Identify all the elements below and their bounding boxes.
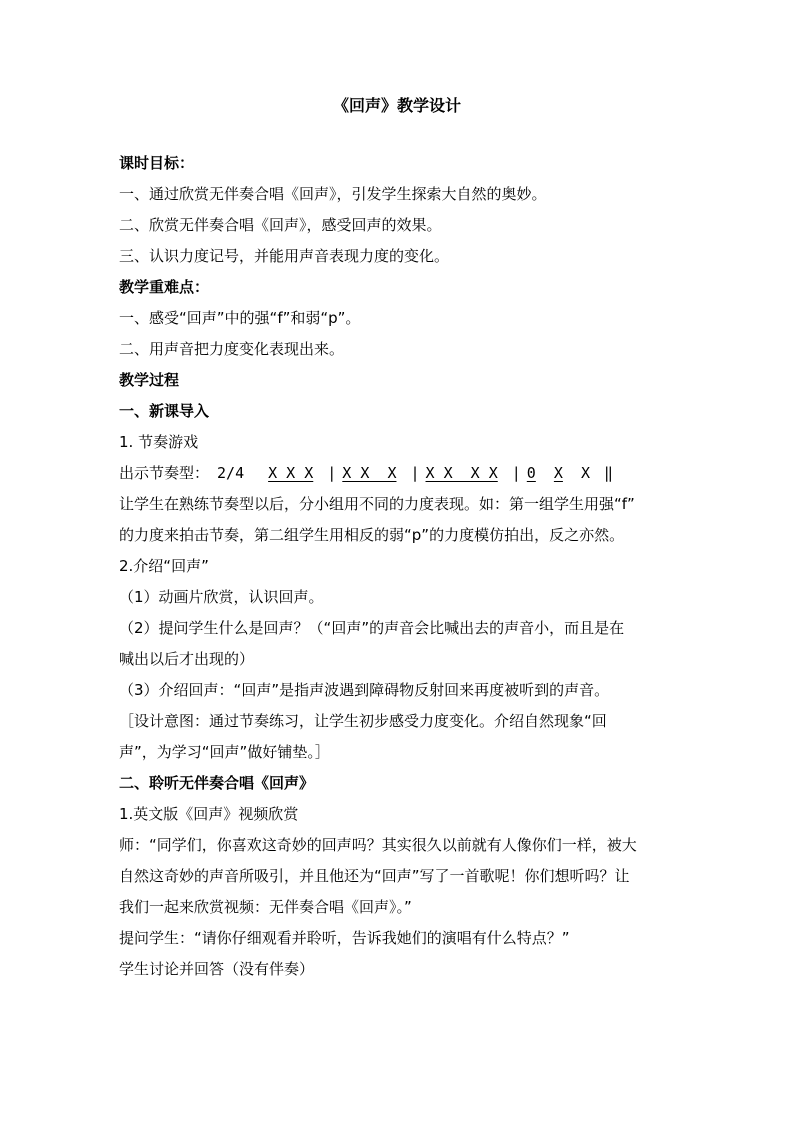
paragraph-line: 1. 节奏游戏 <box>119 433 199 451</box>
section-heading: 教学过程 <box>119 371 180 389</box>
paragraph-line: 1.英文版《回声》视频欣赏 <box>119 805 299 823</box>
paragraph-line: （2）提问学生什么是回声？（“回声”的声音会比喊出去的声音小，而且是在 <box>119 619 625 637</box>
time-signature: 2/4 <box>217 464 245 482</box>
rhythm-label: 出示节奏型： <box>119 464 210 482</box>
bar-line: | <box>410 464 420 482</box>
bar-line: | <box>511 464 521 482</box>
paragraph-line: 提问学生：“请你仔细观看并聆听，告诉我她们的演唱有什么特点？” <box>119 929 570 947</box>
paragraph-line: （3）介绍回声：“回声”是指声波遇到障碍物反射回来再度被听到的声音。 <box>119 681 610 699</box>
paragraph-line: （1）动画片欣赏，认识回声。 <box>119 588 324 606</box>
paragraph-line: 学生讨论并回答（没有伴奏） <box>119 960 315 978</box>
section-heading: 教学重难点： <box>119 278 210 296</box>
end-bar-line: ‖ <box>604 464 614 482</box>
section-heading: 二、聆听无伴奏合唱《回声》 <box>119 774 315 792</box>
section-heading: 一、新课导入 <box>119 402 210 420</box>
paragraph-line: 一、通过欣赏无伴奏合唱《回声》，引发学生探索大自然的奥妙。 <box>119 185 547 203</box>
document-title: 《回声》教学设计 <box>332 96 461 115</box>
rhythm-measure-3: X X X X <box>425 464 498 482</box>
document-body <box>119 148 679 985</box>
paragraph-line: 师：“同学们，你喜欢这奇妙的回声吗？其实很久以前就有人像你们一样，被大 <box>119 836 637 854</box>
paragraph-line: 我们一起来欣赏视频：无伴奏合唱《回声》。” <box>119 898 412 916</box>
paragraph-line: 三、认识力度记号，并能用声音表现力度的变化。 <box>119 247 450 265</box>
paragraph-line: 声”，为学习“回声”做好铺垫。］ <box>119 743 330 761</box>
rhythm-note: X <box>553 464 563 482</box>
paragraph-line: ［设计意图：通过节奏练习，让学生初步感受力度变化。介绍自然现象“回 <box>119 712 607 730</box>
paragraph-line: 让学生在熟练节奏型以后，分小组用不同的力度表现。如：第一组学生用强“f” <box>119 495 635 513</box>
paragraph-line: 喊出以后才出现的） <box>119 650 255 668</box>
rhythm-pattern-line <box>119 458 679 489</box>
rhythm-measure-4 <box>527 458 590 489</box>
text-block-objectives <box>119 148 679 458</box>
paragraph-line: 2.介绍“回声” <box>119 557 209 575</box>
rhythm-measure-2: X X X <box>342 464 397 482</box>
paragraph-line: 自然这奇妙的声音所吸引，并且他还为“回声”写了一首歌呢！你们想听吗？让 <box>119 867 630 885</box>
paragraph-line: 一、感受“回声”中的强“f”和弱“p”。 <box>119 309 361 327</box>
paragraph-line: 的力度来拍击节奏，第二组学生用相反的弱“p”的力度模仿拍出，反之亦然。 <box>119 526 625 544</box>
paragraph-line: 二、用声音把力度变化表现出来。 <box>119 340 345 358</box>
section-heading: 课时目标： <box>119 154 195 172</box>
rhythm-note: X <box>580 464 591 482</box>
rhythm-measure-1: X X X <box>268 464 314 482</box>
text-block-process <box>119 489 679 985</box>
rhythm-note-rest: 0 <box>526 464 536 482</box>
paragraph-line: 二、欣赏无伴奏合唱《回声》，感受回声的效果。 <box>119 216 442 234</box>
bar-line: | <box>327 464 337 482</box>
